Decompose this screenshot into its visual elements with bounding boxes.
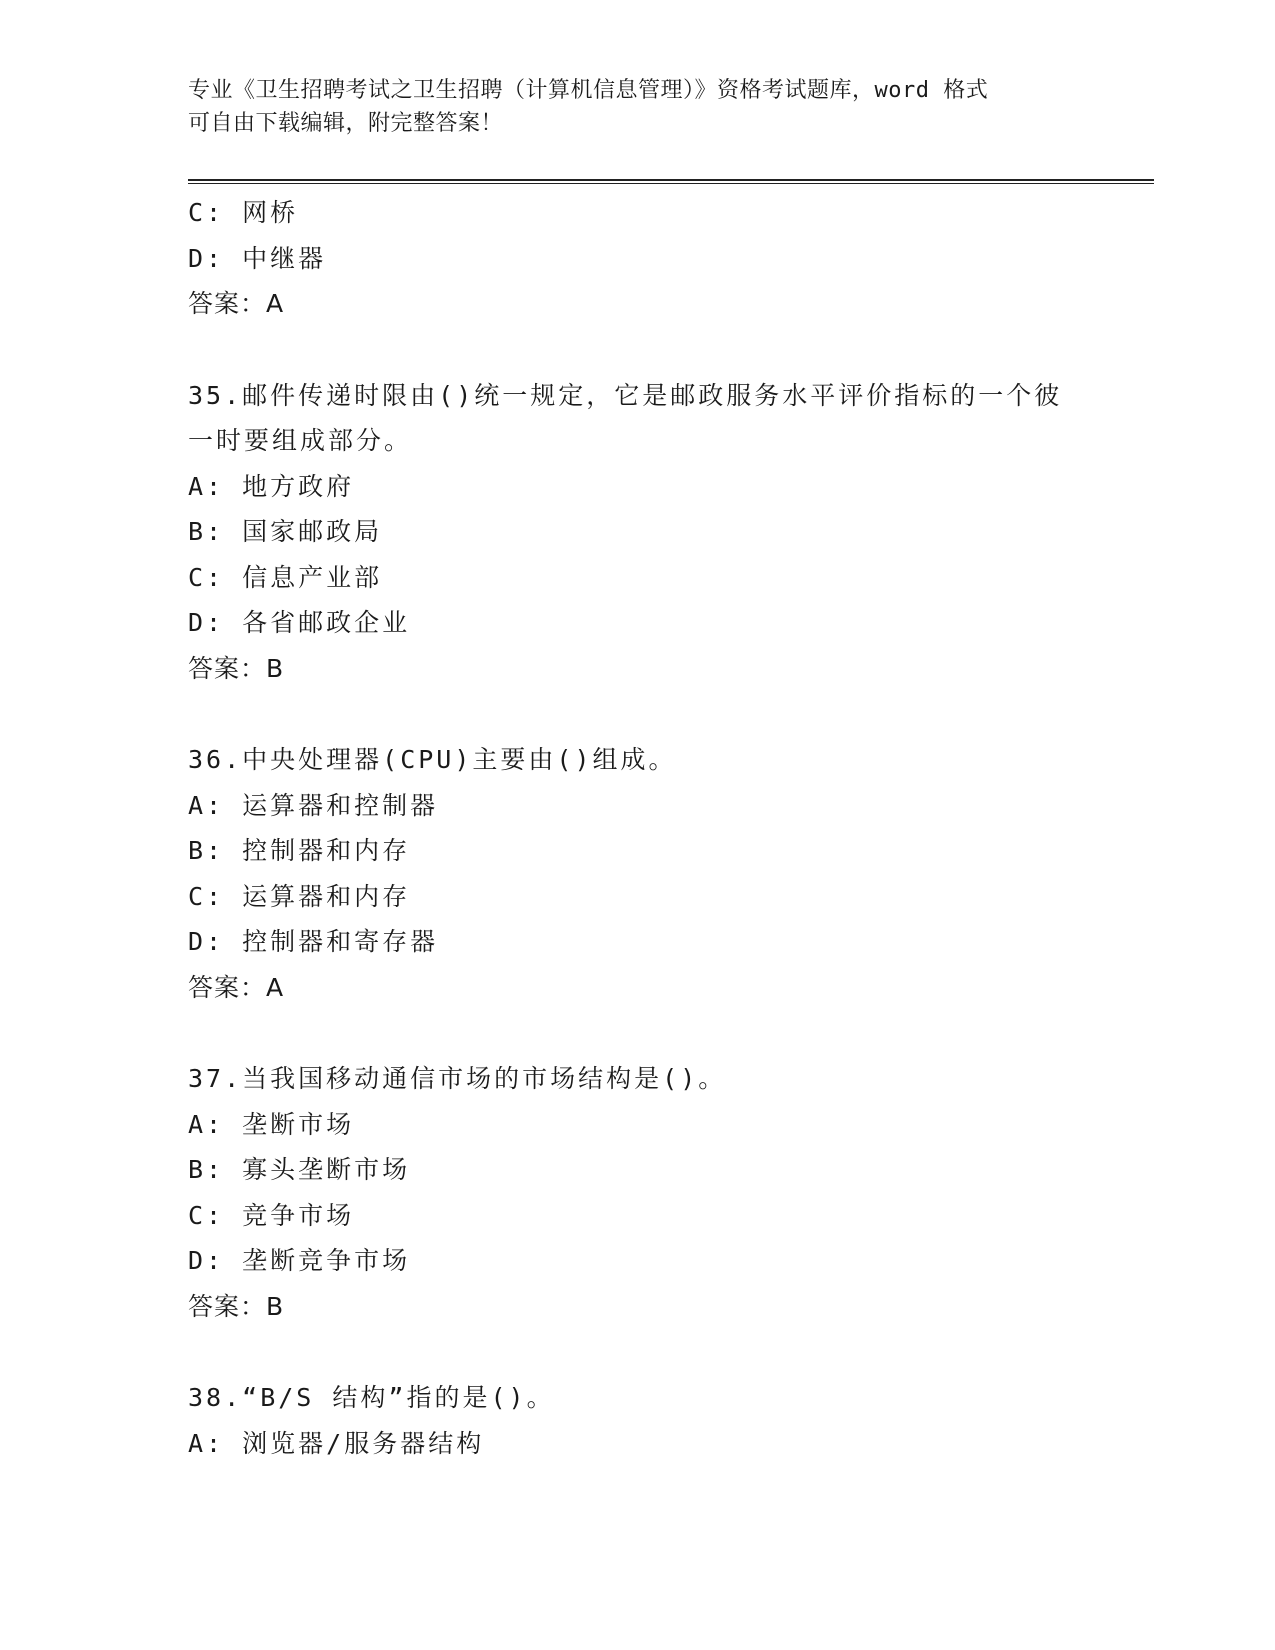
option-c: C: 运算器和内存 [188, 881, 411, 911]
question-stem: 36.中央处理器(CPU)主要由()组成。 [188, 745, 677, 774]
option-d: D: 中继器 [188, 243, 327, 273]
question-36 [188, 737, 1128, 1010]
header-line-2: 可自由下载编辑，附完整答案！ [188, 111, 504, 136]
answer: 答案：A [188, 289, 285, 318]
option-a: A: 地方政府 [188, 471, 355, 501]
header-line-1: 专业《卫生招聘考试之卫生招聘（计算机信息管理）》资格考试题库，word 格式 [188, 78, 989, 103]
question-35 [188, 373, 1128, 692]
question-37 [188, 1056, 1128, 1329]
document-header [188, 74, 1088, 140]
option-b: B: 控制器和内存 [188, 836, 411, 865]
option-d: D: 各省邮政企业 [188, 608, 411, 637]
spacer [188, 1329, 1128, 1375]
answer: 答案：B [188, 653, 285, 683]
spacer [188, 327, 1128, 373]
option-b: B: 国家邮政局 [188, 517, 383, 546]
question-stem: 35.邮件传递时限由()统一规定，它是邮政服务水平评价指标的一个彼 [188, 380, 1063, 410]
option-a: A: 浏览器/服务器结构 [188, 1428, 485, 1458]
answer: 答案：B [188, 1291, 285, 1321]
spacer [188, 1010, 1128, 1056]
option-c: C: 网桥 [188, 198, 299, 227]
option-d: D: 控制器和寄存器 [188, 927, 439, 956]
option-a: A: 垄断市场 [188, 1109, 355, 1139]
question-list [188, 190, 1128, 1466]
spacer [188, 691, 1128, 737]
option-b: B: 寡头垄断市场 [188, 1155, 411, 1184]
question-stem: 37.当我国移动通信市场的市场结构是()。 [188, 1064, 727, 1093]
header-divider [188, 179, 1154, 184]
option-d: D: 垄断竞争市场 [188, 1246, 411, 1275]
question-stem: 38.“B/S 结构”指的是()。 [188, 1383, 555, 1412]
option-c: C: 信息产业部 [188, 562, 383, 592]
question-38 [188, 1375, 1128, 1466]
option-c: C: 竞争市场 [188, 1200, 355, 1230]
question-34-continued [188, 190, 1128, 327]
answer: 答案：A [188, 972, 285, 1002]
option-a: A: 运算器和控制器 [188, 790, 439, 820]
question-stem: 一时要组成部分。 [188, 426, 413, 455]
